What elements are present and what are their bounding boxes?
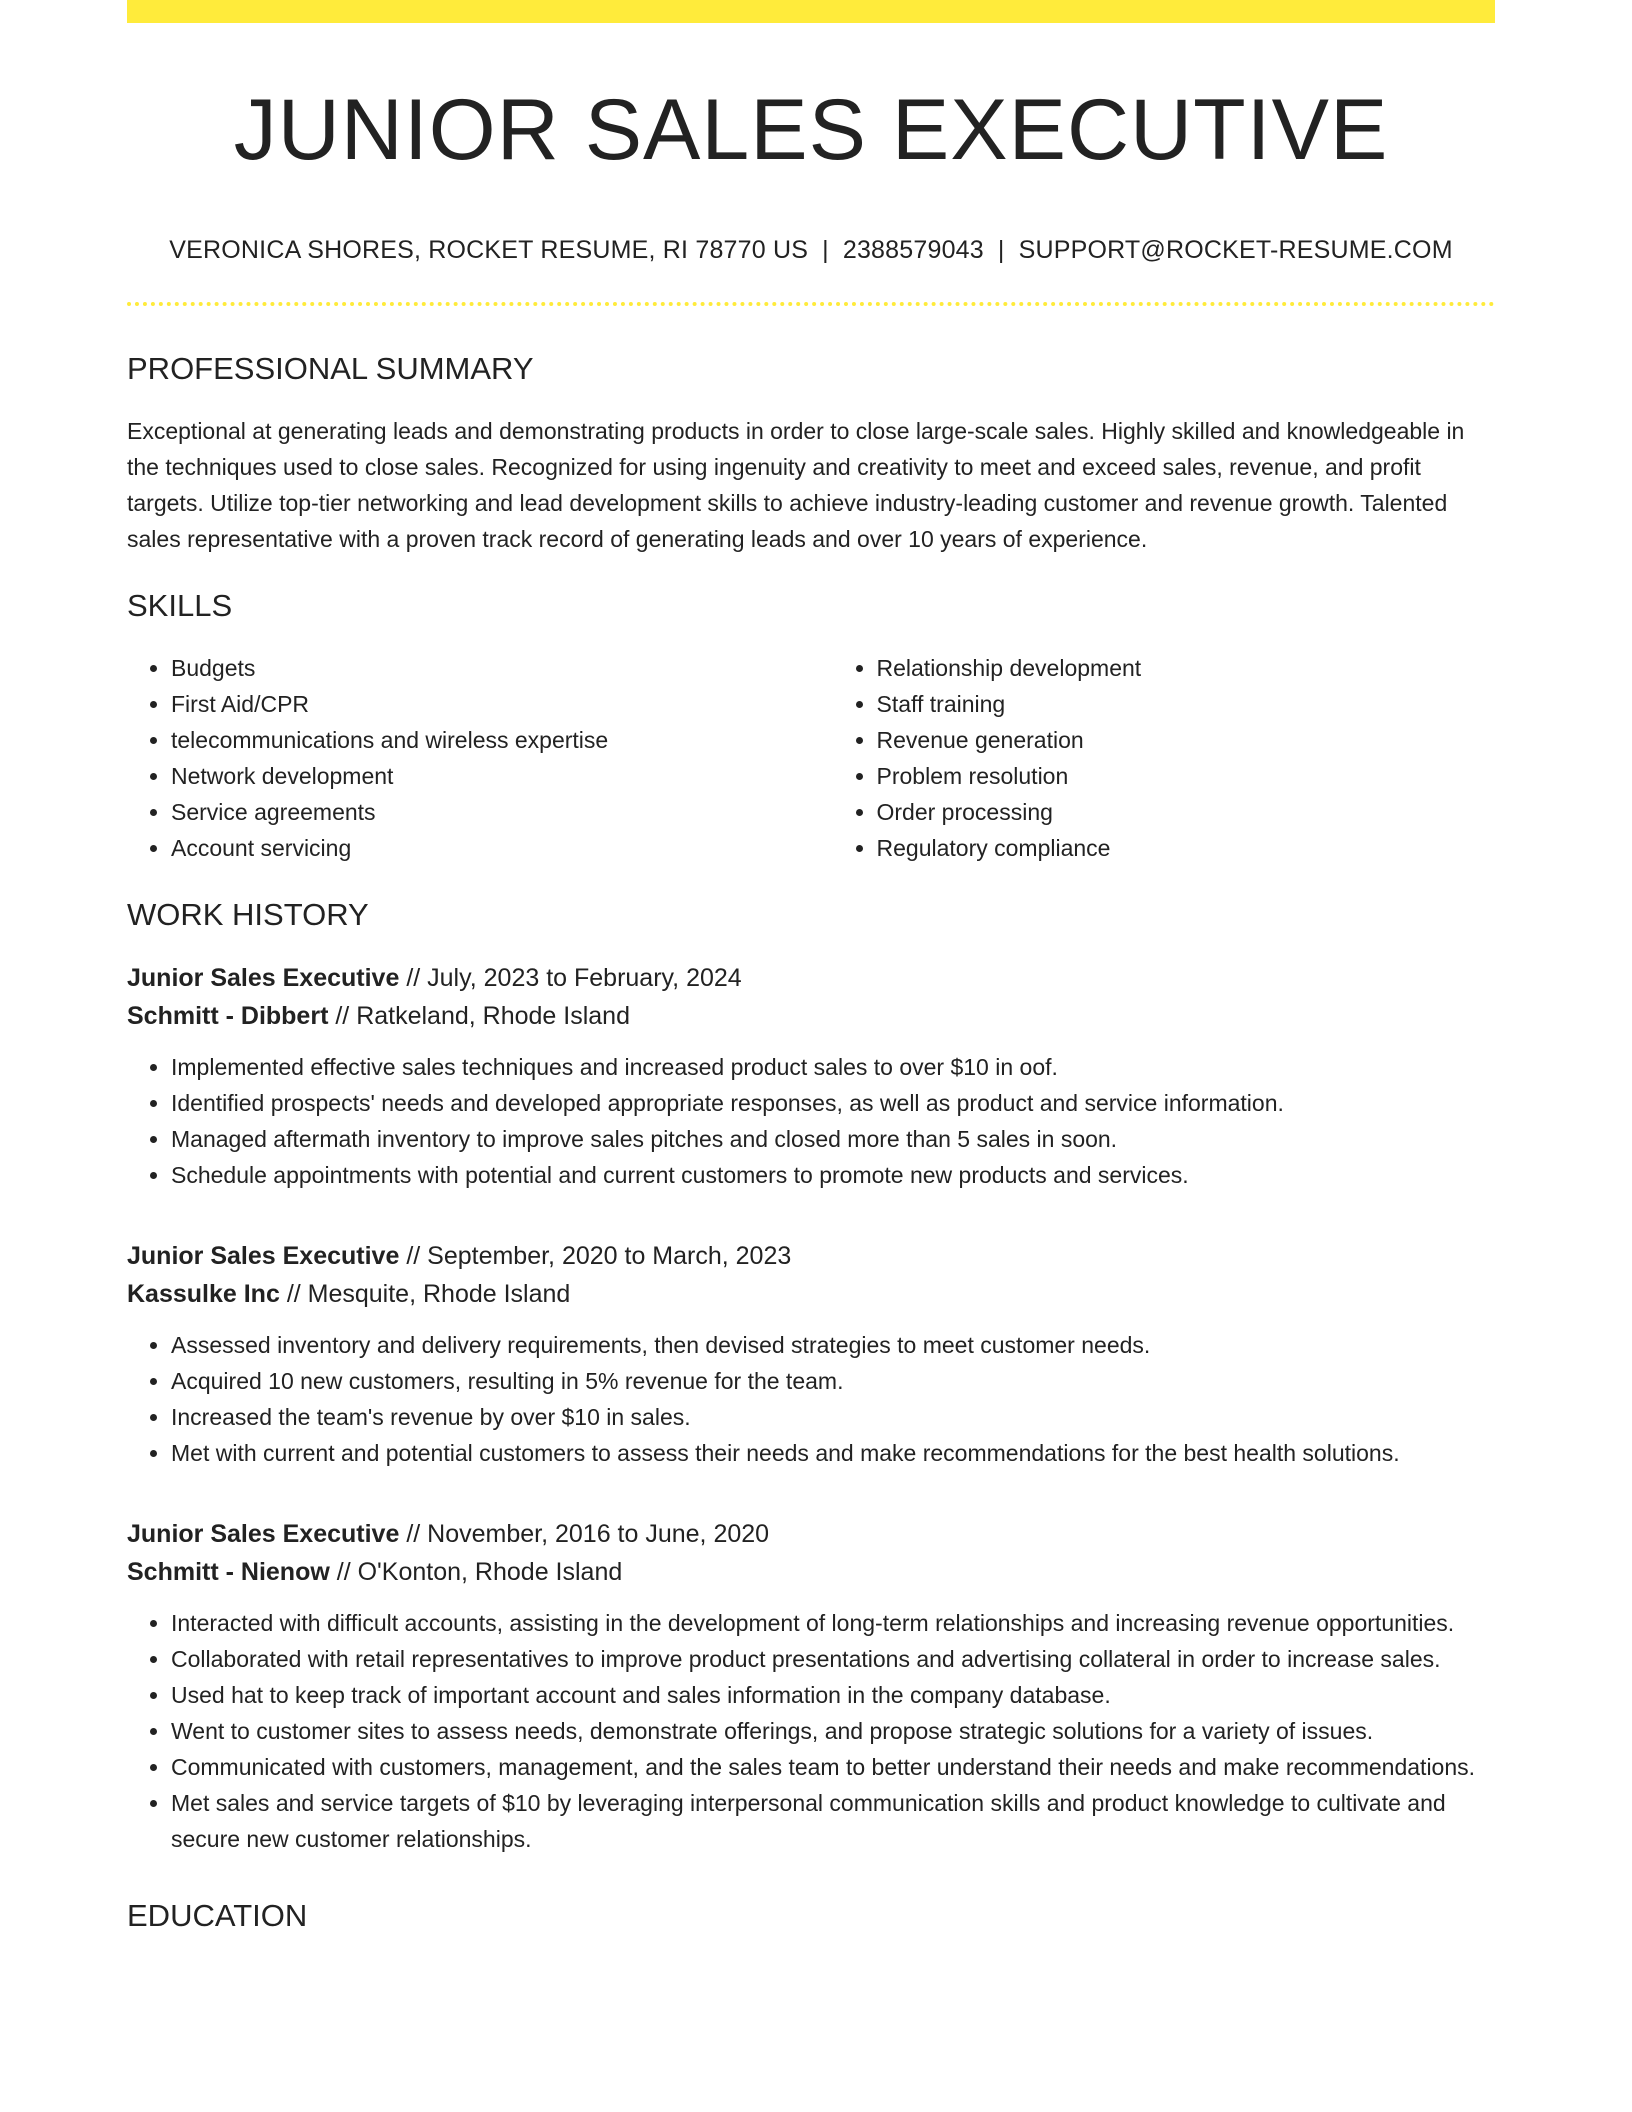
skills-column-left — [127, 650, 790, 866]
contact-line — [127, 236, 1495, 265]
skills-heading: SKILLS — [127, 587, 233, 623]
skill-item: • Problem resolution — [877, 758, 1496, 794]
skill-item: • Service agreements — [171, 794, 790, 830]
contact-phone: 2388579043 — [842, 235, 984, 264]
skill-item: • Relationship development — [877, 650, 1496, 686]
job-dates: // November, 2016 to June, 2020 — [406, 1520, 770, 1549]
job-entry — [127, 1515, 1495, 1857]
resume-title: JUNIOR SALES EXECUTIVE — [233, 82, 1389, 178]
dotted-divider — [127, 302, 1495, 306]
skill-item: • Budgets — [171, 650, 790, 686]
resume-page — [127, 0, 1495, 1934]
job-bullet: • Managed aftermath inventory to improve sales pitches and closed more than 5 sales in soon. — [171, 1121, 1495, 1157]
job-entry — [127, 959, 1495, 1193]
skills-list — [127, 650, 1495, 866]
job-bullet: • Acquired 10 new customers, resulting in 5% revenue for the team. — [171, 1363, 1495, 1399]
work-history-heading: WORK HISTORY — [127, 896, 369, 932]
job-bullet: • Met sales and service targets of $10 by leveraging interpersonal communication skills and product knowledge to cultivate and secure new customer relationships. — [171, 1785, 1495, 1857]
job-bullet: • Implemented effective sales techniques and increased product sales to over $10 in oof. — [171, 1049, 1495, 1085]
job-dates: // July, 2023 to February, 2024 — [406, 964, 742, 993]
job-role: Junior Sales Executive — [127, 964, 400, 993]
job-bullet: • Increased the team's revenue by over $10 in sales. — [171, 1399, 1495, 1435]
job-company-line — [127, 1553, 1495, 1591]
skill-item: • Network development — [171, 758, 790, 794]
job-location: // Mesquite, Rhode Island — [286, 1280, 571, 1309]
skill-item: • telecommunications and wireless expertise — [171, 722, 790, 758]
job-company-line — [127, 1275, 1495, 1313]
job-company: Schmitt - Nienow — [127, 1558, 330, 1587]
job-location: // O'Konton, Rhode Island — [336, 1558, 623, 1587]
skill-item: • Staff training — [877, 686, 1496, 722]
job-dates: // September, 2020 to March, 2023 — [406, 1242, 792, 1271]
job-bullet: • Used hat to keep track of important account and sales information in the company database. — [171, 1677, 1495, 1713]
job-bullets — [127, 1605, 1495, 1857]
job-company: Kassulke Inc — [127, 1280, 280, 1309]
skill-item: • Order processing — [877, 794, 1496, 830]
job-entry — [127, 1237, 1495, 1471]
job-bullet: • Schedule appointments with potential and current customers to promote new products and services. — [171, 1157, 1495, 1193]
job-bullet: • Went to customer sites to assess needs, demonstrate offerings, and propose strategic solutions for a variety of issues. — [171, 1713, 1495, 1749]
job-role: Junior Sales Executive — [127, 1242, 400, 1271]
skill-item: • Account servicing — [171, 830, 790, 866]
job-bullets — [127, 1327, 1495, 1471]
job-bullet: • Identified prospects' needs and developed appropriate responses, as well as product and service information. — [171, 1085, 1495, 1121]
job-role-line — [127, 959, 1495, 997]
contact-separator: | — [997, 235, 1005, 264]
job-company: Schmitt - Dibbert — [127, 1002, 329, 1031]
contact-separator: | — [822, 235, 829, 264]
job-role-line — [127, 1237, 1495, 1275]
job-bullet: • Met with current and potential customers to assess their needs and make recommendations for the best health solutions. — [171, 1435, 1495, 1471]
job-role-line — [127, 1515, 1495, 1553]
education-heading: EDUCATION — [127, 1898, 308, 1934]
summary-heading: PROFESSIONAL SUMMARY — [127, 350, 534, 386]
job-bullet: • Interacted with difficult accounts, assisting in the development of long-term relationships and increasing revenue opportunities. — [171, 1605, 1495, 1641]
summary-text: Exceptional at generating leads and demonstrating products in order to close large-scale sales. Highly skilled and knowledgeable in the techniques used to close sales. Recognized for using ingenuity and creativity to meet and exceed sales, revenue, and profit targets. Utilize top-tier networking and lead development skills to achieve industry-leading customer and revenue growth. Talented sales representative with a proven track record of generating leads and over 10 years of experience. — [127, 417, 1465, 552]
skill-item: • Regulatory compliance — [877, 830, 1496, 866]
job-location: // Ratkeland, Rhode Island — [335, 1002, 630, 1031]
job-bullet: • Assessed inventory and delivery requirements, then devised strategies to meet customer needs. — [171, 1327, 1495, 1363]
skill-item: • Revenue generation — [877, 722, 1496, 758]
job-bullets — [127, 1049, 1495, 1193]
job-role: Junior Sales Executive — [127, 1520, 400, 1549]
contact-address: VERONICA SHORES, ROCKET RESUME, RI 78770 US — [169, 235, 809, 264]
job-bullet: • Communicated with customers, management, and the sales team to better understand their needs and make recommendations. — [171, 1749, 1495, 1785]
skill-item: • First Aid/CPR — [171, 686, 790, 722]
accent-bar — [127, 0, 1495, 23]
skills-column-right — [833, 650, 1496, 866]
contact-email: SUPPORT@ROCKET-RESUME.COM — [1018, 235, 1453, 264]
job-company-line — [127, 997, 1495, 1035]
job-bullet: • Collaborated with retail representatives to improve product presentations and advertising collateral in order to increase sales. — [171, 1641, 1495, 1677]
